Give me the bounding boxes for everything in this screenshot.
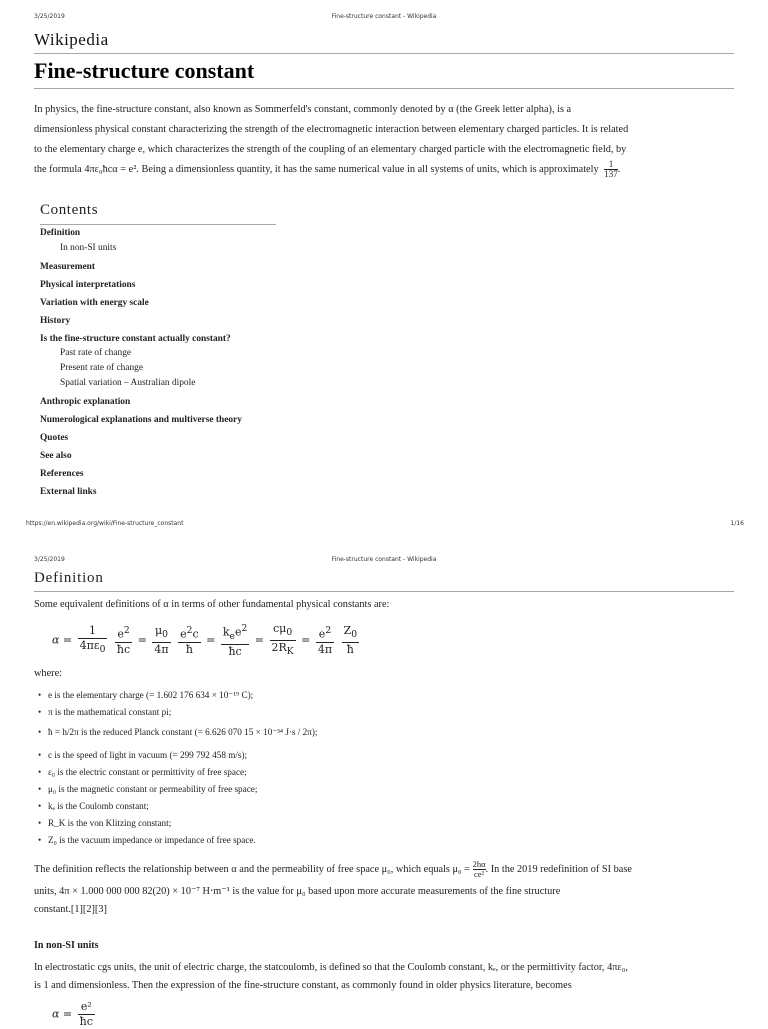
toc-item-label: Variation with energy scale <box>40 298 149 308</box>
toc-item-label: See also <box>40 451 72 461</box>
constant-item: • c is the speed of light in vacuum (= 299 792 458 m/s); <box>48 750 247 760</box>
toc-divider <box>40 224 276 225</box>
definition-para-1: The definition reflects the relationship between α and the permeability of free space μ₀, which equals μ₀ = $\frac{2h\alpha}{\text{ce²}}$ . In the 2019 redefinition of SI base <box>34 859 632 880</box>
print-title: Fine-structure constant - Wikipedia <box>331 13 437 20</box>
constant-item: • kₑ is the Coulomb constant; <box>48 801 149 811</box>
intro-line-3: to the elementary charge e, which characterizes the strength of the coupling of an elementary charged particle with the electromagnetic field, by <box>34 144 627 155</box>
toc-item-label: Definition <box>40 228 81 238</box>
toc-item-label: External links <box>40 487 97 497</box>
where-label: where: <box>34 668 63 679</box>
toc-heading: Contents <box>40 202 99 218</box>
toc-item-label: Present rate of change <box>60 363 144 373</box>
intro-line-2: dimensionless physical constant characterizing the strength of the electromagnetic interaction between elementary charged particles. It is related <box>34 124 629 135</box>
wikipedia-wordmark[interactable]: Wikipedia <box>34 30 109 49</box>
non-si-heading: In non-SI units <box>34 940 99 951</box>
toc-item-label: Quotes <box>40 433 69 443</box>
definition-lead: Some equivalent definitions of α in terms of other fundamental physical constants are: <box>34 599 390 610</box>
print-date-2: 3/25/2019 <box>34 556 65 563</box>
alpha-equation: α = $\frac{1}{4\pi\varepsilon_0}$ $\frac{e^2}{ħc}$ = $\frac{\mu_0}{4\pi}$ $\frac{e^2c}{ħ}$ = $k_ee^2$ ħc = $\frac{c\mu_0}{2R_K}$ = $\frac{e^2}{4\pi}$ $\frac{Z_0}{ħ}$ <box>52 622 358 659</box>
toc-item-label: Spatial variation – Australian dipole <box>60 378 196 388</box>
non-si-line-2: is 1 and dimensionless. Then the expression of the fine-structure constant, as commonly found in older physics literature, becomes <box>34 980 572 991</box>
toc-item-label: Physical interpretations <box>40 280 136 290</box>
intro-line-1: In physics, the fine-structure constant, also known as Sommerfeld's constant, commonly denoted by α (the Greek letter alpha), is a <box>34 104 572 115</box>
toc-item-label: Past rate of change <box>60 348 132 358</box>
definition-para-2: units, 4π × 1.000 000 000 82(20) × 10⁻⁷ H⋅m⁻¹ is the value for μ₀ based upon more accurate measurements of the fine structure <box>34 886 561 897</box>
non-si-line-1: In electrostatic cgs units, the unit of electric charge, the statcoulomb, is defined so that the Coulomb constant, kₑ, or the permittivity factor, 4πε₀, <box>34 962 628 973</box>
toc-item-label: Numerological explanations and multiverse theory <box>40 415 242 425</box>
print-date: 3/25/2019 <box>34 13 65 20</box>
constant-item: • ħ = h/2π is the reduced Planck constant (= 6.626 070 15 × 10⁻³⁴ J⋅s / 2π); <box>48 727 317 738</box>
constant-item: • e is the elementary charge (= 1.602 176 634 × 10⁻¹⁹ C); <box>48 690 253 701</box>
toc-item-label: In non-SI units <box>60 243 117 253</box>
constant-item: • μ₀ is the magnetic constant or permeability of free space; <box>48 784 257 794</box>
page-title: Fine-structure constant <box>34 58 255 83</box>
print-url: https://en.wikipedia.org/wiki/Fine-structure_constant <box>26 520 184 527</box>
print-page-number: 1/16 <box>730 520 744 527</box>
definition-divider <box>34 591 734 592</box>
title-divider <box>34 88 734 89</box>
constant-item: • Z₀ is the vacuum impedance or impedance of free space. <box>48 835 256 845</box>
constant-item: • R_K is the von Klitzing constant; <box>48 818 171 828</box>
definition-para-3: constant.[1][2][3] <box>34 904 107 915</box>
intro-line-4: the formula 4πε₀ħcα = e². Being a dimensionless quantity, it has the same numerical value in all systems of units, which is approximately $\frac{1}{137}$ . <box>34 159 621 180</box>
toc-item-label: References <box>40 469 84 479</box>
cgs-alpha-equation: α = $\frac{\text{e²}}{ħc}$ <box>52 1000 93 1028</box>
intro-paragraph <box>34 100 734 180</box>
toc-item-label: Anthropic explanation <box>40 397 131 407</box>
toc-item-label: History <box>40 316 71 326</box>
toc-item-label: Measurement <box>40 262 96 272</box>
constant-item: • π is the mathematical constant pi; <box>48 707 171 717</box>
constant-item: • ε₀ is the electric constant or permittivity of free space; <box>48 767 247 777</box>
header-divider <box>34 53 734 54</box>
toc-item-label: Is the fine-structure constant actually constant? <box>40 334 231 344</box>
definition-heading: Definition <box>34 570 104 586</box>
print-title-2: Fine-structure constant - Wikipedia <box>331 556 437 563</box>
